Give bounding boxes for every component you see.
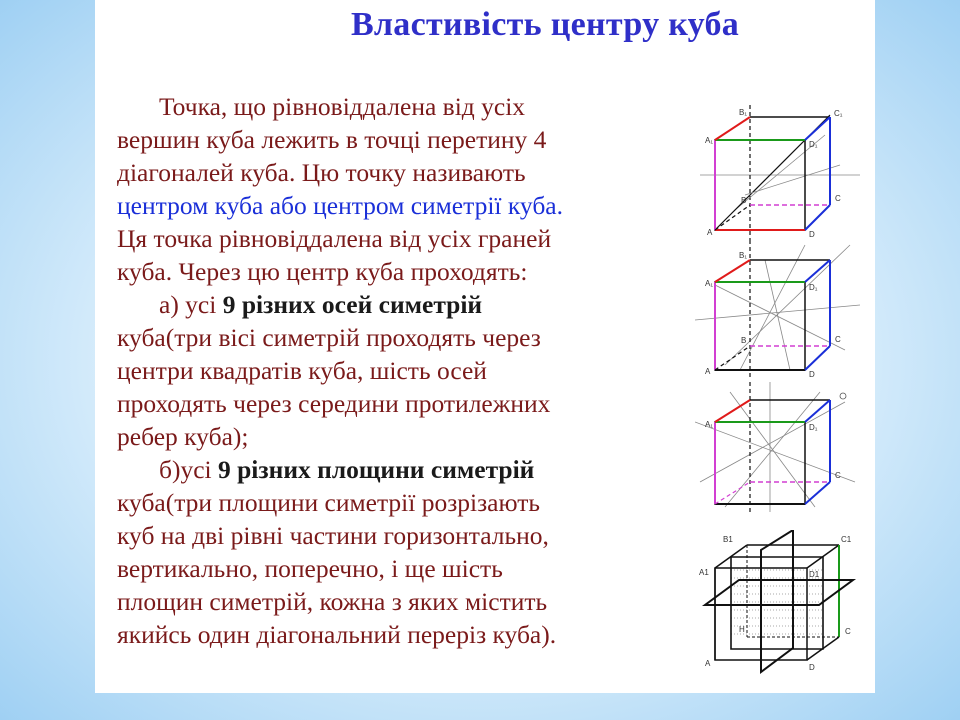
label-c: C (835, 471, 841, 480)
label-a: A (705, 367, 711, 376)
text-line: Ця точка рівновіддалена від усіх граней (117, 224, 552, 253)
item-a-prefix: а) усі (159, 290, 223, 319)
label-b: B (741, 196, 747, 205)
text-line: Точка, що рівновіддалена від усіх (159, 92, 526, 121)
label-c1: C₁ (834, 109, 843, 118)
slide-title: Властивість центру куба (350, 6, 740, 43)
label-d1: D₁ (809, 423, 818, 432)
text-line: діагоналей куба. Цю точку називають (117, 158, 526, 187)
text-line: куба(три площини симетрії розрізають (117, 488, 540, 517)
label-a1: A₁ (705, 420, 714, 429)
cube-diagonals-figure (695, 105, 865, 240)
label-h: H (739, 625, 745, 634)
label-c: C (835, 335, 841, 344)
label-b1: B₁ (739, 108, 748, 117)
label-a1: A₁ (705, 136, 714, 145)
item-b-heading (117, 453, 677, 486)
text-line: вертикально, поперечно, і ще шість (117, 554, 503, 583)
text-line: площин симетрій, кожна з яких містить (117, 587, 548, 616)
label-d1: D1 (809, 570, 820, 579)
text-line: куб на дві рівні частини горизонтально, (117, 521, 549, 550)
text-line: центри квадратів куба, шість осей (117, 356, 487, 385)
text-line: ребер куба); (117, 422, 249, 451)
label-d1: D₁ (809, 140, 818, 149)
label-a1: A₁ (705, 279, 714, 288)
label-c1: C1 (841, 535, 852, 544)
label-d: D (809, 370, 815, 379)
label-b1: B1 (723, 535, 733, 544)
body-text (117, 90, 677, 651)
highlight-line: центром куба або центром симетрії куба. (117, 191, 563, 220)
cube-axes-figure-1 (695, 240, 865, 380)
label-d1: D₁ (809, 283, 818, 292)
text-line: вершин куба лежить в точці перетину 4 (117, 125, 547, 154)
label-c: C (845, 627, 851, 636)
text-line: якийсь один діагональний переріз куба). (117, 620, 557, 649)
label-b: B (741, 336, 747, 345)
item-b-prefix: б)усі (159, 455, 218, 484)
label-a: A (707, 228, 713, 237)
item-a-heading (117, 288, 677, 321)
label-a: A (705, 659, 711, 668)
text-line: куба. Через цю центр куба проходять: (117, 257, 528, 286)
text-line: куба(три вісі симетрій проходять через (117, 323, 541, 352)
item-b-bold: 9 різних площини симетрій (218, 455, 535, 484)
slide (95, 0, 875, 693)
label-b1: B₁ (739, 251, 748, 260)
label-c: C (835, 194, 841, 203)
label-d: D (809, 663, 815, 672)
cube-planes-figure (695, 530, 865, 680)
cube-axes-figure-2 (695, 382, 865, 512)
label-a1: A1 (699, 568, 709, 577)
text-line: проходять через середини протилежних (117, 389, 551, 418)
label-d: D (809, 230, 815, 239)
item-a-bold: 9 різних осей симетрій (222, 290, 483, 319)
